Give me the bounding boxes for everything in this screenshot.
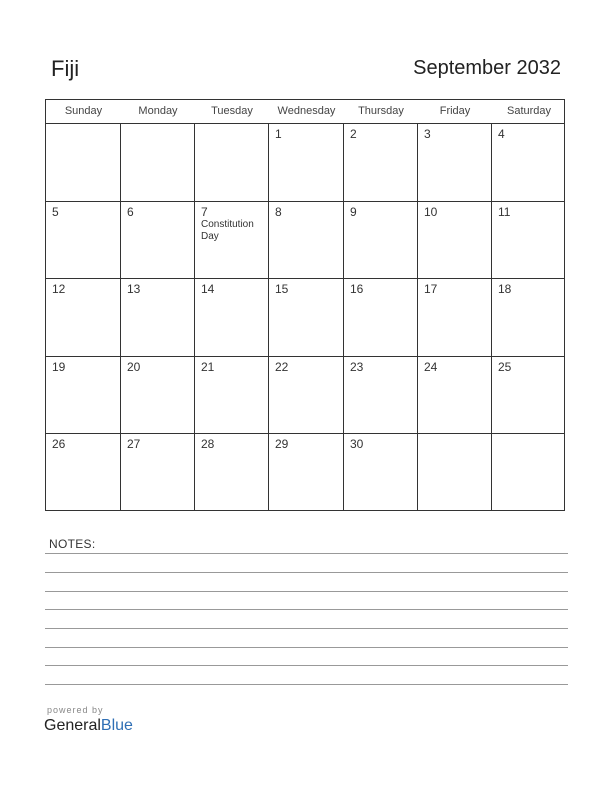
note-line xyxy=(45,553,568,554)
brand-logo xyxy=(44,717,133,735)
note-line xyxy=(45,628,568,629)
day-number: 27 xyxy=(127,437,141,452)
day-cell xyxy=(46,124,121,202)
day-cell xyxy=(492,357,566,435)
weekday-header-row xyxy=(46,100,564,124)
day-number: 7 xyxy=(201,204,208,219)
day-cell xyxy=(418,124,492,202)
day-cell xyxy=(492,434,566,512)
day-cell xyxy=(344,357,418,435)
day-cell xyxy=(46,434,121,512)
day-cell xyxy=(195,434,269,512)
day-cell xyxy=(195,357,269,435)
day-cell xyxy=(418,357,492,435)
weekday-label: Saturday xyxy=(506,105,552,117)
day-cell xyxy=(121,202,195,280)
day-cell xyxy=(418,202,492,280)
day-number: 10 xyxy=(424,204,438,219)
weekday-label: Sunday xyxy=(64,105,103,117)
weekday-label: Thursday xyxy=(358,105,404,117)
day-number: 16 xyxy=(350,282,364,297)
weekday-label: Tuesday xyxy=(211,105,253,117)
day-cell xyxy=(269,279,344,357)
country-title: Fiji xyxy=(51,56,80,81)
day-number: 22 xyxy=(275,359,289,374)
day-cell xyxy=(269,202,344,280)
note-line xyxy=(45,684,568,685)
day-cell xyxy=(344,434,418,512)
day-number: 18 xyxy=(498,282,512,297)
day-number: 21 xyxy=(201,359,215,374)
note-line xyxy=(45,609,568,610)
day-cell xyxy=(46,357,121,435)
day-number: 3 xyxy=(424,127,431,141)
day-cell xyxy=(121,124,195,202)
day-cell xyxy=(492,279,566,357)
day-number: 14 xyxy=(201,282,215,297)
day-cell xyxy=(46,279,121,357)
month-title: September 2032 xyxy=(413,57,561,79)
powered-by-text: powered by xyxy=(47,705,104,715)
brand-general: General xyxy=(44,717,101,734)
day-cell xyxy=(492,202,566,280)
note-line xyxy=(45,665,568,666)
day-number: 13 xyxy=(127,282,141,297)
day-cell xyxy=(344,279,418,357)
day-number: 2 xyxy=(350,127,357,141)
day-cell xyxy=(269,124,344,202)
day-number: 17 xyxy=(424,282,438,297)
day-cell xyxy=(121,279,195,357)
day-cell xyxy=(46,202,121,280)
day-number: 28 xyxy=(201,437,215,452)
day-cell xyxy=(121,434,195,512)
day-number: 1 xyxy=(275,127,282,141)
day-number: 11 xyxy=(498,204,511,219)
day-number: 8 xyxy=(275,204,282,219)
day-cell xyxy=(344,124,418,202)
day-cell xyxy=(269,357,344,435)
day-number: 25 xyxy=(498,359,512,374)
brand-blue: Blue xyxy=(100,717,133,734)
day-cell xyxy=(195,124,269,202)
day-number: 20 xyxy=(127,359,141,374)
note-line xyxy=(45,647,568,648)
day-number: 4 xyxy=(498,127,505,141)
weekday-label: Friday xyxy=(439,105,471,117)
weekday-label: Monday xyxy=(138,105,178,117)
note-line xyxy=(45,572,568,573)
day-cell xyxy=(269,434,344,512)
day-number: 29 xyxy=(275,437,289,452)
day-number: 30 xyxy=(350,437,364,452)
day-number: 24 xyxy=(424,359,438,374)
day-cell xyxy=(418,279,492,357)
day-number: 9 xyxy=(350,204,357,219)
day-cell xyxy=(121,357,195,435)
day-number: 19 xyxy=(52,359,66,374)
day-number: 26 xyxy=(52,437,66,452)
day-number: 12 xyxy=(52,282,66,297)
day-number: 15 xyxy=(275,282,289,297)
day-number: 6 xyxy=(127,204,134,219)
notes-label: NOTES: xyxy=(49,537,96,551)
day-cell xyxy=(492,124,566,202)
note-line xyxy=(45,591,568,592)
day-number: 23 xyxy=(350,359,364,374)
day-number: 5 xyxy=(52,204,59,219)
day-cell xyxy=(418,434,492,512)
day-cell xyxy=(344,202,418,280)
day-cell xyxy=(195,279,269,357)
holiday-event: Constitution Day xyxy=(201,218,254,242)
calendar-grid xyxy=(45,99,565,511)
weekday-label: Wednesday xyxy=(277,105,336,117)
day-cell xyxy=(195,202,269,280)
